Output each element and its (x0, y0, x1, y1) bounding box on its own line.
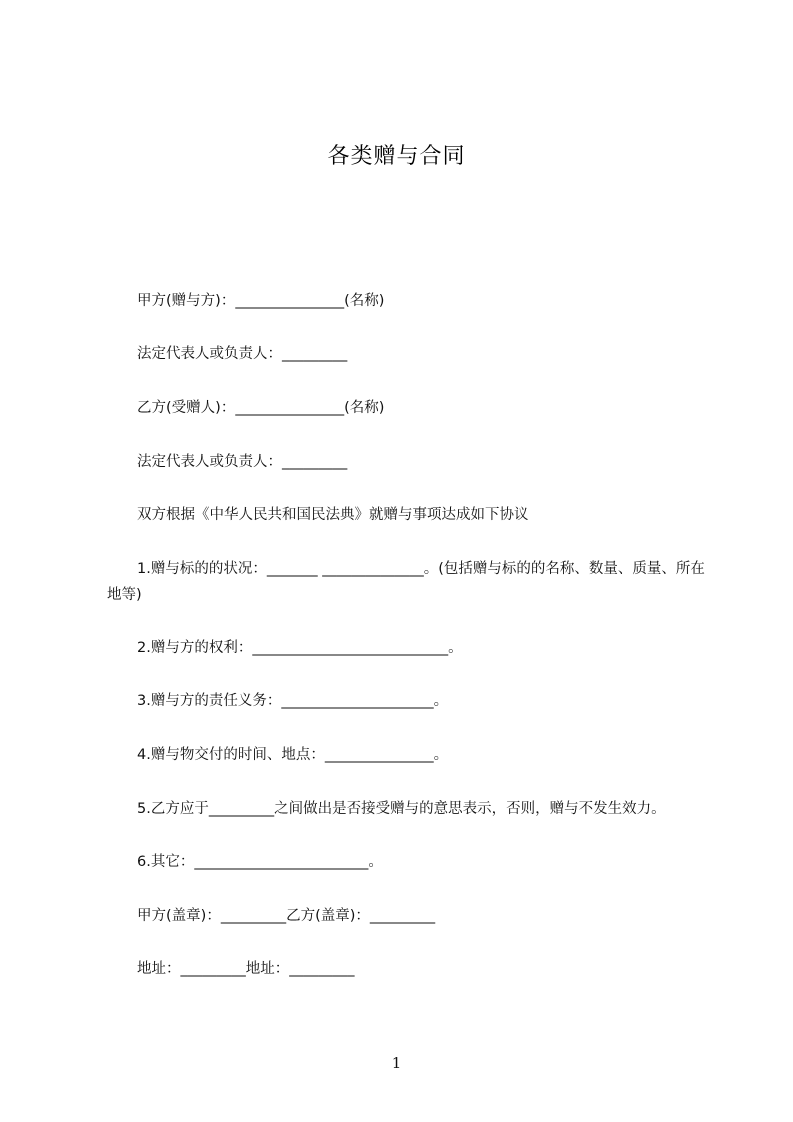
clause-3-donor-obligations: 3.赠与方的责任义务：_____________________。 (137, 693, 449, 709)
seal-line: 甲方(盖章)：_________乙方(盖章)：_________ (137, 908, 436, 924)
contract-title: 各类赠与合同 (327, 144, 466, 169)
clause-2-donor-rights: 2.赠与方的权利：___________________________。 (137, 640, 463, 656)
party-b-representative-line: 法定代表人或负责人：_________ (137, 454, 348, 470)
party-a-representative-line: 法定代表人或负责人：_________ (137, 346, 348, 362)
agreement-intro: 双方根据《中华人民共和国民法典》就赠与事项达成如下协议 (137, 507, 529, 523)
page-number: 1 (391, 1054, 402, 1072)
clause-6-other: 6.其它：________________________。 (137, 854, 383, 870)
party-b-line: 乙方(受赠人)：_______________(名称) (137, 400, 385, 416)
party-a-line: 甲方(赠与方)：_______________(名称) (137, 293, 385, 309)
clause-4-delivery: 4.赠与物交付的时间、地点：_______________。 (137, 747, 449, 763)
address-line: 地址：_________地址：_________ (137, 961, 355, 977)
clause-1-gift-subject: 1.赠与标的的状况：_______ ______________。(包括赠与标的的名称、数量、质量、所在地等) (107, 561, 705, 603)
clause-5-acceptance: 5.乙方应于_________之间做出是否接受赠与的意思表示，否则，赠与不发生效力。 (137, 801, 666, 817)
